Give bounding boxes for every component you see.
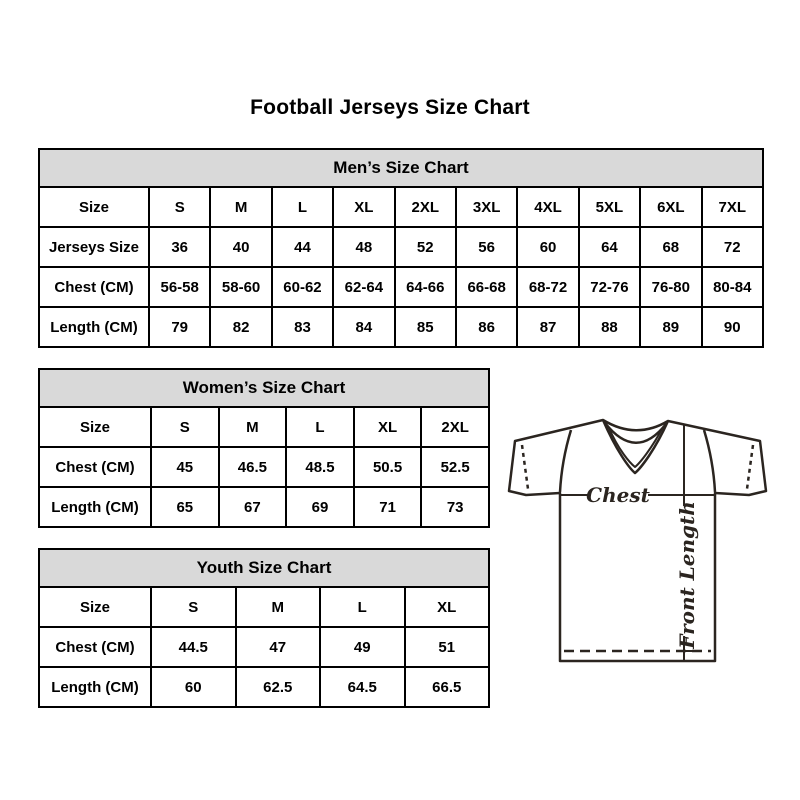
value-cell: S [149,187,210,227]
value-cell: L [272,187,333,227]
value-cell: 68 [640,227,701,267]
value-cell: 85 [395,307,456,347]
value-cell: 56-58 [149,267,210,307]
value-cell: 71 [354,487,422,527]
table-row [39,587,489,627]
mens-size-table [38,186,764,348]
value-cell: 64.5 [320,667,405,707]
row-header-cell: Chest (CM) [39,267,149,307]
value-cell: XL [333,187,394,227]
value-cell: 60-62 [272,267,333,307]
value-cell: 47 [236,627,321,667]
value-cell: 52 [395,227,456,267]
value-cell: 60 [151,667,236,707]
row-header-cell: Size [39,407,151,447]
value-cell: 72 [702,227,763,267]
value-cell: 66.5 [405,667,490,707]
value-cell: 2XL [395,187,456,227]
value-cell: 45 [151,447,219,487]
value-cell: 51 [405,627,490,667]
value-cell: L [286,407,354,447]
value-cell: 76-80 [640,267,701,307]
womens-size-chart-title: Women’s Size Chart [38,368,490,408]
value-cell: L [320,587,405,627]
value-cell: S [151,407,219,447]
womens-size-table [38,406,490,528]
value-cell: 50.5 [354,447,422,487]
value-cell: 79 [149,307,210,347]
table-row [39,627,489,667]
value-cell: 36 [149,227,210,267]
value-cell: 49 [320,627,405,667]
value-cell: 64-66 [395,267,456,307]
row-header-cell: Jerseys Size [39,227,149,267]
value-cell: XL [405,587,490,627]
row-header-cell: Chest (CM) [39,627,151,667]
value-cell: 83 [272,307,333,347]
value-cell: 62.5 [236,667,321,707]
value-cell: 62-64 [333,267,394,307]
value-cell: 72-76 [579,267,640,307]
youth-size-chart [38,548,490,708]
value-cell: 5XL [579,187,640,227]
table-row [39,447,489,487]
value-cell: 88 [579,307,640,347]
youth-size-table [38,586,490,708]
value-cell: 65 [151,487,219,527]
value-cell: 56 [456,227,517,267]
value-cell: 80-84 [702,267,763,307]
value-cell: M [210,187,271,227]
jersey-measurement-diagram [498,398,788,678]
value-cell: 69 [286,487,354,527]
value-cell: 48.5 [286,447,354,487]
table-row [39,487,489,527]
value-cell: M [236,587,321,627]
value-cell: 67 [219,487,287,527]
value-cell: 6XL [640,187,701,227]
row-header-cell: Length (CM) [39,667,151,707]
table-row [39,267,763,307]
value-cell: 44 [272,227,333,267]
value-cell: 87 [517,307,578,347]
value-cell: 89 [640,307,701,347]
value-cell: 44.5 [151,627,236,667]
table-row [39,667,489,707]
page-title: Football Jerseys Size Chart [250,96,530,119]
value-cell: XL [354,407,422,447]
row-header-cell: Chest (CM) [39,447,151,487]
value-cell: 64 [579,227,640,267]
mens-size-chart-title: Men’s Size Chart [38,148,764,188]
value-cell: 86 [456,307,517,347]
value-cell: 2XL [421,407,489,447]
value-cell: 7XL [702,187,763,227]
row-header-cell: Size [39,187,149,227]
value-cell: 84 [333,307,394,347]
table-row [39,187,763,227]
row-header-cell: Length (CM) [39,487,151,527]
value-cell: 68-72 [517,267,578,307]
value-cell: 82 [210,307,271,347]
value-cell: 48 [333,227,394,267]
value-cell: 73 [421,487,489,527]
jersey-outline [509,420,766,661]
chest-label: Chest [586,483,650,507]
value-cell: 58-60 [210,267,271,307]
womens-size-chart [38,368,490,528]
value-cell: 40 [210,227,271,267]
mens-size-chart [38,148,764,348]
value-cell: 46.5 [219,447,287,487]
value-cell: 90 [702,307,763,347]
value-cell: 52.5 [421,447,489,487]
value-cell: 60 [517,227,578,267]
table-row [39,407,489,447]
table-row [39,227,763,267]
row-header-cell: Size [39,587,151,627]
youth-size-chart-title: Youth Size Chart [38,548,490,588]
value-cell: 3XL [456,187,517,227]
table-row [39,307,763,347]
value-cell: M [219,407,287,447]
value-cell: S [151,587,236,627]
jersey-diagram-svg [498,398,788,678]
front-length-label: Front Length [675,501,699,649]
row-header-cell: Length (CM) [39,307,149,347]
value-cell: 4XL [517,187,578,227]
value-cell: 66-68 [456,267,517,307]
